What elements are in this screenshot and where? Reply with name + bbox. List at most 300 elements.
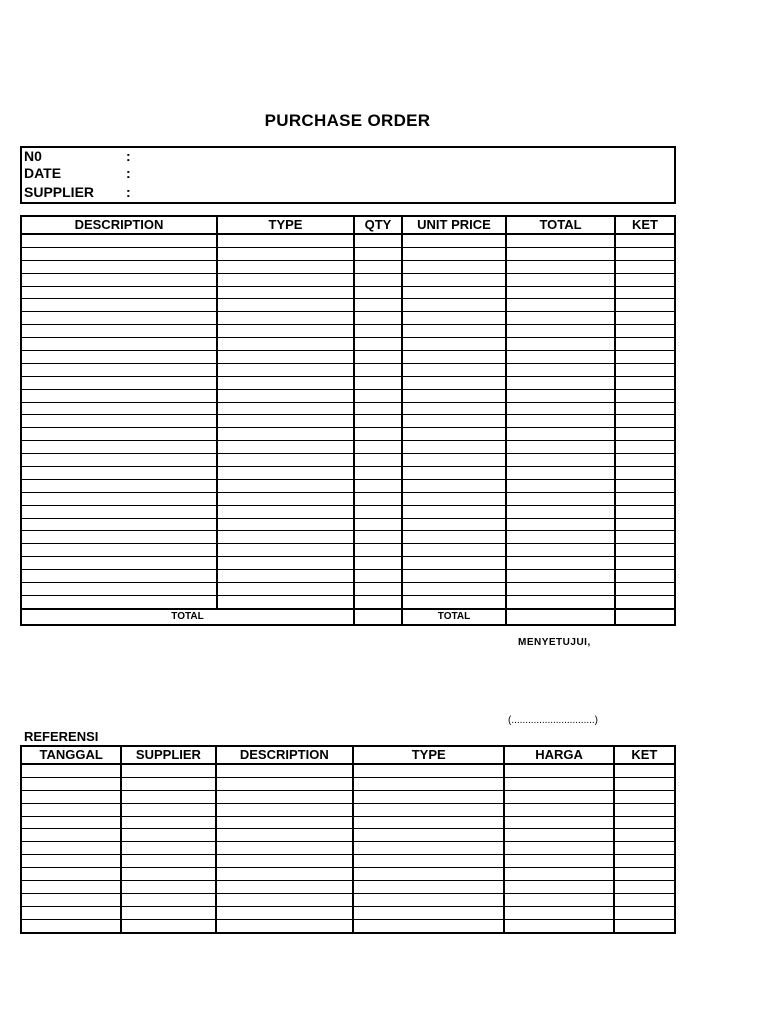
table-cell[interactable] <box>21 479 217 492</box>
table-cell[interactable] <box>21 868 121 881</box>
table-cell[interactable] <box>21 816 121 829</box>
table-cell[interactable] <box>615 467 675 480</box>
table-cell[interactable] <box>614 777 675 790</box>
table-cell[interactable] <box>21 428 217 441</box>
table-cell[interactable] <box>21 919 121 932</box>
table-cell[interactable] <box>506 325 615 338</box>
table-cell[interactable] <box>353 816 504 829</box>
table-cell[interactable] <box>402 557 506 570</box>
table-cell[interactable] <box>217 273 354 286</box>
table-cell[interactable] <box>615 415 675 428</box>
table-cell[interactable] <box>217 325 354 338</box>
table-cell[interactable] <box>216 881 353 894</box>
table-cell[interactable] <box>402 505 506 518</box>
table-cell[interactable] <box>615 338 675 351</box>
table-cell[interactable] <box>216 790 353 803</box>
reference-header-ket: KET <box>614 746 675 764</box>
table-cell[interactable] <box>402 402 506 415</box>
table-row <box>21 325 675 338</box>
table-cell[interactable] <box>21 415 217 428</box>
table-cell[interactable] <box>217 312 354 325</box>
table-cell[interactable] <box>504 868 613 881</box>
table-cell[interactable] <box>217 583 354 596</box>
table-cell[interactable] <box>354 299 402 312</box>
table-cell[interactable] <box>353 829 504 842</box>
total-row <box>21 609 675 625</box>
table-cell[interactable] <box>402 531 506 544</box>
table-cell[interactable] <box>615 325 675 338</box>
table-cell[interactable] <box>615 234 675 247</box>
table-cell[interactable] <box>217 363 354 376</box>
table-cell[interactable] <box>402 286 506 299</box>
table-cell[interactable] <box>21 544 217 557</box>
table-cell[interactable] <box>353 881 504 894</box>
table-cell[interactable] <box>504 803 613 816</box>
table-cell[interactable] <box>217 505 354 518</box>
table-cell[interactable] <box>217 467 354 480</box>
table-cell[interactable] <box>121 893 215 906</box>
table-cell[interactable] <box>506 247 615 260</box>
purchase-order-table <box>20 215 676 626</box>
table-row <box>21 351 675 364</box>
table-cell[interactable] <box>354 583 402 596</box>
table-cell[interactable] <box>217 441 354 454</box>
table-row <box>21 260 675 273</box>
table-cell[interactable] <box>402 234 506 247</box>
table-cell[interactable] <box>354 557 402 570</box>
table-cell[interactable] <box>615 363 675 376</box>
table-cell[interactable] <box>402 570 506 583</box>
table-cell[interactable] <box>354 544 402 557</box>
table-cell[interactable] <box>354 363 402 376</box>
table-cell[interactable] <box>354 492 402 505</box>
table-cell[interactable] <box>21 247 217 260</box>
table-cell[interactable] <box>353 764 504 777</box>
table-cell[interactable] <box>506 376 615 389</box>
table-cell[interactable] <box>354 351 402 364</box>
table-cell[interactable] <box>121 906 215 919</box>
table-cell[interactable] <box>21 505 217 518</box>
table-cell[interactable] <box>21 441 217 454</box>
table-cell[interactable] <box>504 790 613 803</box>
table-cell[interactable] <box>121 790 215 803</box>
table-row <box>21 595 675 608</box>
table-row <box>21 531 675 544</box>
table-cell[interactable] <box>506 570 615 583</box>
table-cell[interactable] <box>506 389 615 402</box>
table-cell[interactable] <box>614 790 675 803</box>
table-cell[interactable] <box>402 376 506 389</box>
table-cell[interactable] <box>354 531 402 544</box>
table-cell[interactable] <box>615 518 675 531</box>
table-cell[interactable] <box>402 583 506 596</box>
table-cell[interactable] <box>216 893 353 906</box>
table-cell[interactable] <box>354 454 402 467</box>
table-cell[interactable] <box>21 325 217 338</box>
table-cell[interactable] <box>506 583 615 596</box>
table-cell[interactable] <box>506 454 615 467</box>
table-cell[interactable] <box>21 803 121 816</box>
table-cell[interactable] <box>21 402 217 415</box>
table-cell[interactable] <box>506 260 615 273</box>
table-cell[interactable] <box>354 376 402 389</box>
table-cell[interactable] <box>506 492 615 505</box>
table-cell[interactable] <box>506 234 615 247</box>
table-cell[interactable] <box>353 777 504 790</box>
table-cell[interactable] <box>615 531 675 544</box>
table-cell[interactable] <box>21 557 217 570</box>
table-cell[interactable] <box>354 505 402 518</box>
reference-row <box>21 868 675 881</box>
table-cell[interactable] <box>21 906 121 919</box>
column-header-description: DESCRIPTION <box>21 216 217 234</box>
table-cell[interactable] <box>615 583 675 596</box>
table-cell[interactable] <box>354 441 402 454</box>
table-cell[interactable] <box>216 919 353 932</box>
table-cell[interactable] <box>121 764 215 777</box>
grand-total-cell[interactable] <box>506 609 615 625</box>
table-cell[interactable] <box>614 816 675 829</box>
table-cell[interactable] <box>21 893 121 906</box>
table-cell[interactable] <box>402 467 506 480</box>
table-cell[interactable] <box>615 441 675 454</box>
table-row <box>21 518 675 531</box>
table-cell[interactable] <box>402 595 506 608</box>
table-cell[interactable] <box>216 906 353 919</box>
table-cell[interactable] <box>614 764 675 777</box>
table-cell[interactable] <box>506 479 615 492</box>
table-cell[interactable] <box>506 544 615 557</box>
table-cell[interactable] <box>615 544 675 557</box>
reference-row <box>21 829 675 842</box>
table-cell[interactable] <box>354 286 402 299</box>
reference-row <box>21 919 675 932</box>
order-date-label: DATE <box>24 165 62 181</box>
table-cell[interactable] <box>216 829 353 842</box>
table-cell[interactable] <box>121 881 215 894</box>
table-cell[interactable] <box>354 325 402 338</box>
table-row <box>21 544 675 557</box>
table-cell[interactable] <box>504 816 613 829</box>
table-cell[interactable] <box>21 273 217 286</box>
table-cell[interactable] <box>354 428 402 441</box>
table-cell[interactable] <box>504 919 613 932</box>
table-cell[interactable] <box>217 338 354 351</box>
table-cell[interactable] <box>354 247 402 260</box>
table-cell[interactable] <box>21 842 121 855</box>
reference-row <box>21 855 675 868</box>
table-cell[interactable] <box>353 906 504 919</box>
table-cell[interactable] <box>21 376 217 389</box>
table-cell[interactable] <box>615 454 675 467</box>
table-cell[interactable] <box>216 855 353 868</box>
table-cell[interactable] <box>21 518 217 531</box>
table-cell[interactable] <box>217 402 354 415</box>
table-row <box>21 376 675 389</box>
table-cell[interactable] <box>217 557 354 570</box>
table-cell[interactable] <box>402 351 506 364</box>
table-cell[interactable] <box>615 570 675 583</box>
table-cell[interactable] <box>504 777 613 790</box>
table-cell[interactable] <box>217 247 354 260</box>
table-cell[interactable] <box>21 492 217 505</box>
table-cell[interactable] <box>504 855 613 868</box>
table-cell[interactable] <box>121 868 215 881</box>
table-cell[interactable] <box>217 428 354 441</box>
table-cell[interactable] <box>354 467 402 480</box>
table-row <box>21 299 675 312</box>
table-cell[interactable] <box>615 286 675 299</box>
table-cell[interactable] <box>217 570 354 583</box>
table-cell[interactable] <box>615 428 675 441</box>
reference-row <box>21 777 675 790</box>
table-cell[interactable] <box>614 906 675 919</box>
reference-header-supplier: SUPPLIER <box>121 746 215 764</box>
table-cell[interactable] <box>21 338 217 351</box>
table-row <box>21 492 675 505</box>
table-cell[interactable] <box>353 868 504 881</box>
table-cell[interactable] <box>402 479 506 492</box>
table-cell[interactable] <box>21 299 217 312</box>
table-cell[interactable] <box>354 595 402 608</box>
table-cell[interactable] <box>615 273 675 286</box>
table-cell[interactable] <box>614 868 675 881</box>
table-row <box>21 234 675 247</box>
table-cell[interactable] <box>504 881 613 894</box>
table-cell[interactable] <box>506 312 615 325</box>
order-number-label: N0 <box>24 148 42 164</box>
table-cell[interactable] <box>402 273 506 286</box>
table-cell[interactable] <box>402 389 506 402</box>
table-row <box>21 402 675 415</box>
table-cell[interactable] <box>217 351 354 364</box>
table-cell[interactable] <box>217 376 354 389</box>
table-cell[interactable] <box>353 790 504 803</box>
table-cell[interactable] <box>615 505 675 518</box>
table-row <box>21 286 675 299</box>
table-cell[interactable] <box>217 299 354 312</box>
table-cell[interactable] <box>506 402 615 415</box>
table-cell[interactable] <box>21 583 217 596</box>
table-cell[interactable] <box>216 764 353 777</box>
table-cell[interactable] <box>217 260 354 273</box>
table-cell[interactable] <box>21 570 217 583</box>
table-cell[interactable] <box>354 415 402 428</box>
table-cell[interactable] <box>615 595 675 608</box>
total-ket-cell[interactable] <box>615 609 675 625</box>
reference-row <box>21 816 675 829</box>
table-cell[interactable] <box>217 286 354 299</box>
table-cell[interactable] <box>354 338 402 351</box>
table-cell[interactable] <box>402 454 506 467</box>
table-cell[interactable] <box>615 260 675 273</box>
table-cell[interactable] <box>614 881 675 894</box>
table-cell[interactable] <box>21 363 217 376</box>
table-cell[interactable] <box>21 881 121 894</box>
table-cell[interactable] <box>216 777 353 790</box>
table-cell[interactable] <box>506 441 615 454</box>
table-cell[interactable] <box>21 351 217 364</box>
table-cell[interactable] <box>21 531 217 544</box>
table-cell[interactable] <box>121 777 215 790</box>
table-row <box>21 273 675 286</box>
reference-row <box>21 881 675 894</box>
table-cell[interactable] <box>354 402 402 415</box>
table-cell[interactable] <box>121 919 215 932</box>
column-header-ket: KET <box>615 216 675 234</box>
table-cell[interactable] <box>504 893 613 906</box>
table-cell[interactable] <box>506 363 615 376</box>
table-cell[interactable] <box>121 816 215 829</box>
table-cell[interactable] <box>21 389 217 402</box>
table-cell[interactable] <box>21 467 217 480</box>
table-cell[interactable] <box>506 531 615 544</box>
table-cell[interactable] <box>615 402 675 415</box>
table-cell[interactable] <box>506 351 615 364</box>
table-cell[interactable] <box>614 842 675 855</box>
table-cell[interactable] <box>21 790 121 803</box>
table-cell[interactable] <box>504 764 613 777</box>
table-cell[interactable] <box>614 829 675 842</box>
order-info-box <box>20 146 676 204</box>
table-cell[interactable] <box>506 557 615 570</box>
table-row <box>21 583 675 596</box>
order-number-colon: : <box>126 148 131 164</box>
table-cell[interactable] <box>21 855 121 868</box>
table-row <box>21 479 675 492</box>
page-title: PURCHASE ORDER <box>264 111 431 130</box>
reference-row <box>21 906 675 919</box>
table-cell[interactable] <box>217 544 354 557</box>
table-header-row <box>21 216 675 234</box>
column-header-total: TOTAL <box>506 216 615 234</box>
table-cell[interactable] <box>217 234 354 247</box>
table-cell[interactable] <box>615 247 675 260</box>
table-cell[interactable] <box>21 312 217 325</box>
table-cell[interactable] <box>615 312 675 325</box>
table-cell[interactable] <box>504 906 613 919</box>
table-cell[interactable] <box>354 273 402 286</box>
table-cell[interactable] <box>402 338 506 351</box>
table-cell[interactable] <box>121 855 215 868</box>
table-row <box>21 441 675 454</box>
table-cell[interactable] <box>402 325 506 338</box>
table-cell[interactable] <box>402 299 506 312</box>
table-row <box>21 389 675 402</box>
table-cell[interactable] <box>353 893 504 906</box>
table-cell[interactable] <box>506 428 615 441</box>
reference-header-tanggal: TANGGAL <box>21 746 121 764</box>
table-cell[interactable] <box>353 842 504 855</box>
signature-line: (..............................) <box>508 715 599 726</box>
table-cell[interactable] <box>216 868 353 881</box>
table-cell[interactable] <box>21 777 121 790</box>
table-cell[interactable] <box>504 842 613 855</box>
table-cell[interactable] <box>506 415 615 428</box>
table-cell[interactable] <box>506 595 615 608</box>
table-cell[interactable] <box>402 518 506 531</box>
table-cell[interactable] <box>21 234 217 247</box>
table-cell[interactable] <box>121 829 215 842</box>
table-cell[interactable] <box>354 518 402 531</box>
table-cell[interactable] <box>21 595 217 608</box>
table-cell[interactable] <box>21 260 217 273</box>
table-cell[interactable] <box>354 234 402 247</box>
table-cell[interactable] <box>615 389 675 402</box>
table-cell[interactable] <box>402 428 506 441</box>
table-cell[interactable] <box>354 260 402 273</box>
table-cell[interactable] <box>402 492 506 505</box>
table-cell[interactable] <box>506 286 615 299</box>
table-cell[interactable] <box>217 479 354 492</box>
table-cell[interactable] <box>615 557 675 570</box>
table-cell[interactable] <box>353 803 504 816</box>
table-cell[interactable] <box>402 312 506 325</box>
table-cell[interactable] <box>506 467 615 480</box>
table-cell[interactable] <box>217 492 354 505</box>
table-cell[interactable] <box>353 919 504 932</box>
table-cell[interactable] <box>217 389 354 402</box>
table-cell[interactable] <box>121 842 215 855</box>
table-cell[interactable] <box>614 803 675 816</box>
table-cell[interactable] <box>121 803 215 816</box>
table-cell[interactable] <box>354 479 402 492</box>
table-cell[interactable] <box>216 842 353 855</box>
table-cell[interactable] <box>217 595 354 608</box>
total-qty-cell[interactable] <box>354 609 402 625</box>
table-cell[interactable] <box>402 415 506 428</box>
table-cell[interactable] <box>615 479 675 492</box>
table-cell[interactable] <box>506 505 615 518</box>
table-cell[interactable] <box>217 531 354 544</box>
table-cell[interactable] <box>354 312 402 325</box>
table-cell[interactable] <box>216 803 353 816</box>
table-cell[interactable] <box>615 351 675 364</box>
table-cell[interactable] <box>216 816 353 829</box>
reference-row <box>21 842 675 855</box>
column-header-type: TYPE <box>217 216 354 234</box>
table-cell[interactable] <box>217 518 354 531</box>
table-cell[interactable] <box>614 893 675 906</box>
table-cell[interactable] <box>21 829 121 842</box>
table-cell[interactable] <box>614 855 675 868</box>
table-cell[interactable] <box>506 299 615 312</box>
table-cell[interactable] <box>504 829 613 842</box>
table-cell[interactable] <box>615 376 675 389</box>
table-cell[interactable] <box>21 454 217 467</box>
table-cell[interactable] <box>217 454 354 467</box>
table-cell[interactable] <box>402 260 506 273</box>
table-row <box>21 505 675 518</box>
table-row <box>21 312 675 325</box>
table-cell[interactable] <box>402 363 506 376</box>
table-cell[interactable] <box>506 338 615 351</box>
table-cell[interactable] <box>21 286 217 299</box>
table-cell[interactable] <box>506 518 615 531</box>
table-cell[interactable] <box>615 492 675 505</box>
table-cell[interactable] <box>506 273 615 286</box>
table-cell[interactable] <box>402 247 506 260</box>
table-cell[interactable] <box>614 919 675 932</box>
table-cell[interactable] <box>354 570 402 583</box>
table-cell[interactable] <box>353 855 504 868</box>
table-cell[interactable] <box>402 544 506 557</box>
table-cell[interactable] <box>21 764 121 777</box>
table-cell[interactable] <box>217 415 354 428</box>
table-cell[interactable] <box>615 299 675 312</box>
table-cell[interactable] <box>354 389 402 402</box>
table-cell[interactable] <box>402 441 506 454</box>
